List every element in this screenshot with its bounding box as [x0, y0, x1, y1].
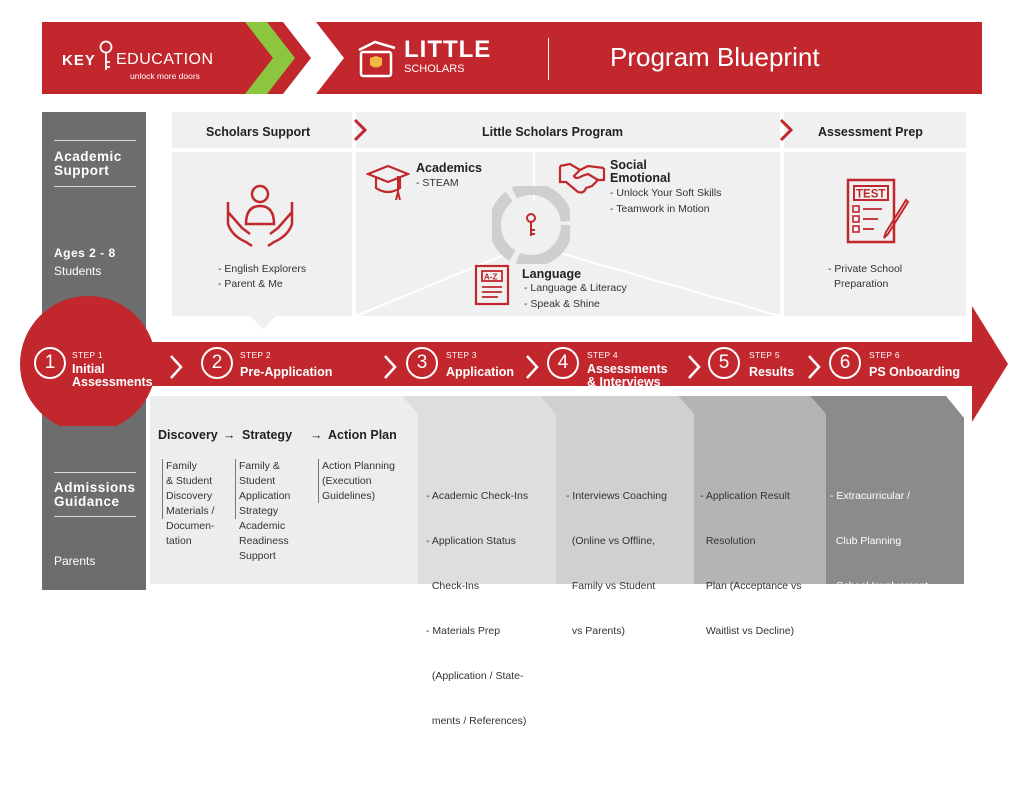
graduation-cap-icon: [366, 162, 410, 202]
brand-little: LITTLE: [404, 36, 492, 63]
social-item: - Teamwork in Motion: [610, 203, 710, 215]
strategy-item: Strategy: [239, 505, 279, 517]
chevron-right-icon: [806, 354, 822, 380]
step-4-name-2: & Interviews: [587, 375, 661, 389]
application-item: - Materials Prep: [426, 625, 501, 637]
step-5-name: Results: [749, 365, 795, 379]
strategy-item: Academic: [239, 520, 286, 532]
chevron-right-icon: [778, 118, 794, 142]
strategy-item: Application: [239, 490, 291, 502]
brand-education: EDUCATION: [116, 51, 214, 68]
discovery-item: & Student: [166, 475, 213, 487]
application-item: - Academic Check-Ins: [426, 490, 529, 502]
step-4-label: STEP 4: [587, 350, 618, 360]
results-item: Resolution: [700, 535, 756, 547]
interviews-item: (Online vs Offline,: [566, 535, 656, 547]
scholars-support-item: - English Explorers: [218, 263, 307, 275]
step-1-label: STEP 1: [72, 350, 103, 360]
language-item: - Language & Literacy: [524, 282, 627, 294]
step-4-number: 4: [547, 347, 579, 379]
svg-text:A-Z: A-Z: [484, 272, 498, 282]
application-item: Check-Ins: [426, 580, 480, 592]
language-title: Language: [522, 267, 582, 281]
strategy-item: Support: [239, 550, 276, 562]
hands-person-icon: [222, 182, 298, 248]
academics-item: - STEAM: [416, 177, 459, 189]
chevron-right-icon: [524, 354, 540, 380]
onboarding-item: Club Planning: [830, 535, 902, 547]
results-item: Waitlist vs Decline): [700, 625, 795, 637]
action-item: Action Planning: [322, 460, 395, 472]
results-item: Plan (Acceptance vs: [700, 580, 802, 592]
sidebar-support: Support: [54, 163, 110, 178]
action-plan-list: [322, 459, 395, 504]
section-little-scholars-program: Little Scholars Program: [482, 125, 624, 139]
application-list: [426, 459, 528, 744]
steps-arrow-band: [0, 296, 1024, 426]
application-item: - Application Status: [426, 535, 516, 547]
step-1-number: 1: [34, 347, 66, 379]
section-scholars-support: Scholars Support: [206, 125, 311, 139]
sidebar-academic: Academic: [54, 149, 122, 164]
onboarding-item: Planning: [830, 760, 877, 772]
step-2-name: Pre-Application: [240, 365, 333, 379]
test-paper-icon: [842, 176, 914, 248]
assessment-prep-item: Preparation: [834, 278, 889, 290]
discovery-list: [166, 459, 214, 549]
action-item: Guidelines): [322, 490, 376, 502]
discovery-item: Documen-: [166, 520, 215, 532]
step-4-name: Assessments: [587, 362, 668, 376]
step-3-number: 3: [406, 347, 438, 379]
results-list: [700, 459, 802, 654]
results-item: - Application Result: [700, 490, 790, 502]
key-logo-icon: [98, 40, 114, 72]
arrow-icon: →: [310, 428, 323, 442]
step-5-number: 5: [708, 347, 740, 379]
discovery-item: Discovery: [166, 490, 213, 502]
social-item: - Unlock Your Soft Skills: [610, 187, 722, 199]
brand-key: KEY: [62, 52, 96, 69]
pointer-triangle: [250, 316, 276, 330]
brand-tagline: unlock more doors: [130, 71, 200, 81]
step-3-name: Application: [446, 365, 515, 379]
step-2-number: 2: [201, 347, 233, 379]
sidebar-students: Students: [54, 264, 102, 278]
strategy-item: Student: [239, 475, 276, 487]
discovery-item: Materials /: [166, 505, 215, 517]
sidebar-guidance: Guidance: [54, 494, 120, 509]
arrow-icon: →: [223, 428, 236, 442]
application-item: (Application / State-: [426, 670, 524, 682]
action-plan-heading: Action Plan: [328, 428, 397, 442]
assessment-prep-item: - Private School: [828, 263, 903, 275]
step-3-label: STEP 3: [446, 350, 477, 360]
sidebar-admissions: Admissions: [54, 480, 136, 495]
step-2-label: STEP 2: [240, 350, 271, 360]
discovery-item: Family: [166, 460, 197, 472]
chevron-right-icon: [686, 354, 702, 380]
brand-scholars: SCHOLARS: [404, 63, 465, 75]
strategy-item: Readiness: [239, 535, 289, 547]
little-scholars-logo-icon: [357, 38, 397, 80]
step-6-label: STEP 6: [869, 350, 900, 360]
strategy-list: [239, 459, 290, 564]
discovery-item: tation: [166, 535, 192, 547]
test-label: TEST: [856, 188, 886, 201]
onboarding-item: Planning: [830, 625, 877, 637]
discovery-heading: Discovery: [158, 428, 218, 442]
onboarding-list: [830, 459, 948, 789]
step-1-name: Initial: [72, 362, 105, 376]
interviews-list: [566, 459, 667, 654]
column-rule: [162, 459, 163, 519]
strategy-item: Family &: [239, 460, 280, 472]
step-1-name-2: Assessments: [72, 375, 153, 389]
interviews-item: Family vs Student: [566, 580, 656, 592]
cycle-key-icon: [492, 186, 570, 264]
chevron-right-icon: [168, 354, 184, 380]
header-chevron-white-icon: [300, 22, 350, 94]
header-divider: [548, 38, 549, 80]
strategy-heading: Strategy: [242, 428, 293, 442]
page-title: Program Blueprint: [610, 42, 820, 72]
onboarding-item: - School Involvement: [830, 580, 929, 592]
column-rule: [235, 459, 236, 519]
step-6-number: 6: [829, 347, 861, 379]
onboarding-item: - Extracurricular /: [830, 490, 910, 502]
onboarding-item: - Class Planning/: [830, 670, 910, 682]
academics-title: Academics: [416, 161, 483, 175]
onboarding-item: Community Involvement: [830, 715, 949, 727]
action-item: (Execution: [322, 475, 372, 487]
language-item: - Speak & Shine: [524, 298, 600, 310]
step-5-label: STEP 5: [749, 350, 780, 360]
scholars-support-item: - Parent & Me: [218, 278, 283, 290]
chevron-right-icon: [382, 354, 398, 380]
social-title: Social: [610, 158, 647, 172]
sidebar-parents: Parents: [54, 554, 96, 568]
section-assessment-prep: Assessment Prep: [818, 125, 923, 139]
column-rule: [318, 459, 319, 503]
sidebar-ages: Ages 2 - 8: [54, 246, 116, 260]
emotional-title: Emotional: [610, 171, 671, 185]
chevron-right-icon: [352, 118, 368, 142]
interviews-item: - Interviews Coaching: [566, 490, 667, 502]
application-item: ments / References): [426, 715, 527, 727]
step-6-name: PS Onboarding: [869, 365, 960, 379]
interviews-item: vs Parents): [566, 625, 625, 637]
